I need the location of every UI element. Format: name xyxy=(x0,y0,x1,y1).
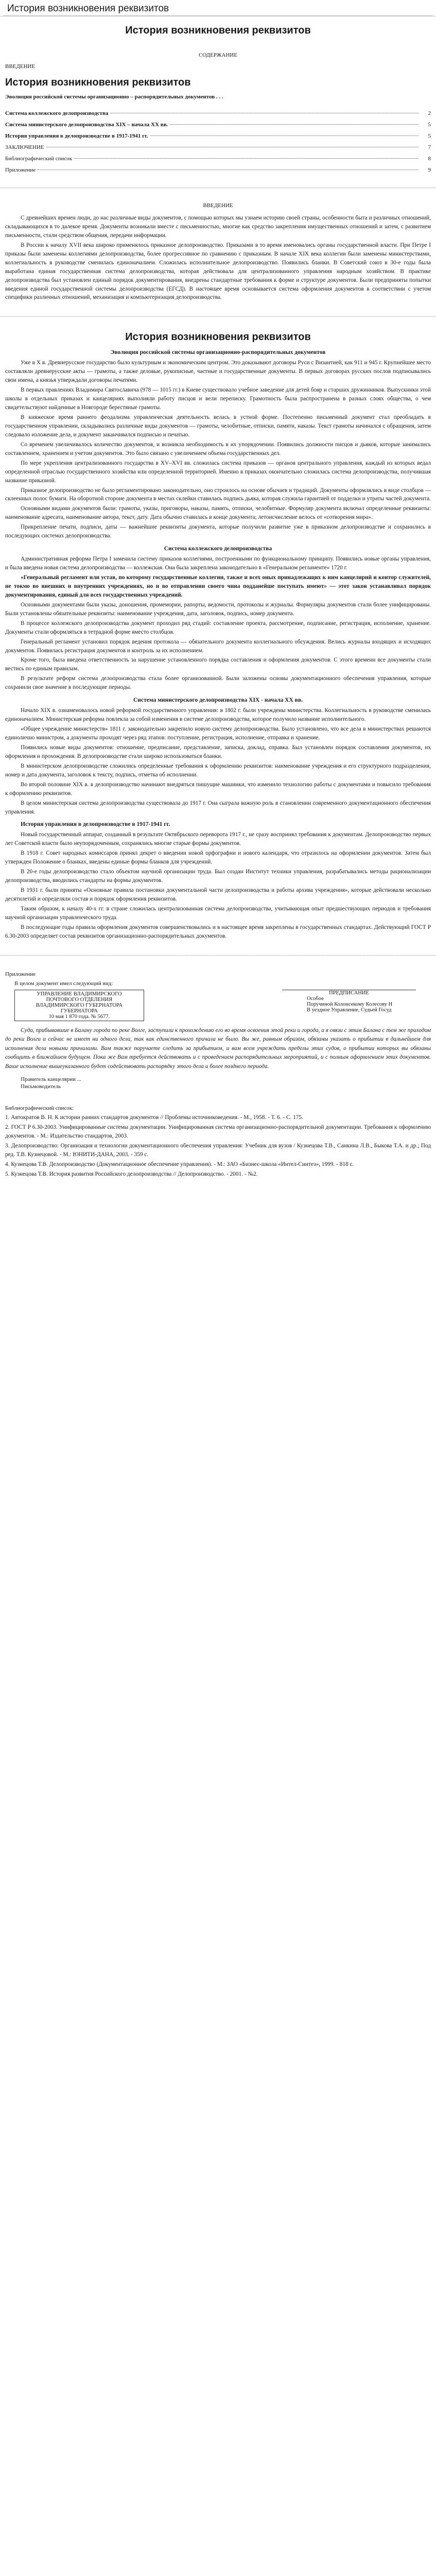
page-appendix xyxy=(0,971,436,1090)
appendix-label: Приложение xyxy=(5,971,36,977)
paragraph: Новый государственный аппарат, созданный в результате Октябрьского переворота 1917 г., не сразу воспринял требования к документам. Делопроизводство первых лет Советской власти было неупорядоченным, сохранялись многие старые формы документов. xyxy=(5,832,431,847)
toc-item-label: Приложение xyxy=(5,167,36,173)
paragraph: В княжеское время раннего феодализма управленческая деятельность велась в устной форме. Постепенно письменный документ стал преобладать в государственном управлении, складывались различные виды документов — грамоты, челобитные, отписки, памяти, наказы. Текст грамоты начинался с обращения, затем следовало изложение дела, и документ заканчивался подписью и печатью. xyxy=(5,414,431,438)
toc-item[interactable] xyxy=(5,144,431,150)
bibliography-item: 3. Делопроизводство: Организация и технологии документационного обеспечения управления: Учебник для вузов / Кузнецова Т.В., Санкина Л.В., Быкова Т.А. и др.; Под ред. Т.В. Кузнецовой. - М.: ЮНИТИ-ДАНА, 2003. - 359 с. xyxy=(5,1143,431,1158)
paragraph: Таким образом, к началу 40-х гг. в стране сложилась централизованная система делопроизводства, учитывающая опыт предшествующих периодов и требования научной организации управленческого труда. xyxy=(5,905,431,921)
sample-addressee-line: Особое xyxy=(307,996,324,1002)
sample-signature: Письмоводитель xyxy=(21,1083,61,1090)
section-heading: Эволюция российской системы организационно-распорядительных документов xyxy=(110,349,326,356)
page-bibliography xyxy=(0,1105,436,1179)
contents-label: СОДЕРЖАНИЕ xyxy=(198,52,238,58)
bibliography-item: 5. Кузнецова Т.В. История развития Российского делопроизводства // Делопроизводство. - 2001. - №2. xyxy=(5,1171,258,1177)
paragraph: В последующие годы правила оформления документов совершенствовались и в настоящее время закреплены в государственных стандартах. Действующий ГОСТ Р 6.30-2003 определяет состав реквизитов организационно-распорядительных документов. xyxy=(5,924,431,939)
toc-item-label: Система коллежского делопроизводства xyxy=(5,110,109,116)
paragraph: Уже в X в. Древнерусское государство было культурным и экономическим центром. Это доказывают договоры Руси с Византией, как 911 и 945 г. Крупнейшее место составляли древнерусские акты — грамоты, а также деловые, рукописные, частные и государственные документы. В первых договорах русских послов подписывались свои имена, а князья утверждали договоры печатями. xyxy=(5,360,431,384)
toc-item[interactable] xyxy=(5,94,431,100)
paragraph: В целом министерская система делопроизводства существовала до 1917 г. Она сыграла важную роль в становлении современного документационного обеспечения управления. xyxy=(5,800,431,815)
sample-header-line: ГУБЕРНАТОРА xyxy=(60,1008,98,1014)
paragraph: «Общее учреждение министерств» 1811 г. законодательно закрепило новую систему делопроизводства. Было установлено, что все дела в министерствах решаются единолично министром, а документы проходят через ряд этапов: поступление, регистрация, исполнение, отправка и хранение. xyxy=(5,726,431,741)
paragraph: В министерском делопроизводстве сложились определенные требования к оформлению реквизитов: наименование учреждения и его структурного подразделения, номер и дата документа, заголовок к тексту, подпись, отметка об исполнении. xyxy=(5,762,431,778)
toc-item-page: 5 xyxy=(428,122,431,128)
sample-addressee-line: Поручиной Колонсекому Колесову Н xyxy=(307,1002,393,1008)
toc-dots xyxy=(150,135,418,136)
table-of-contents xyxy=(5,94,431,173)
toc-item-page: 7 xyxy=(428,144,431,150)
toc-item-label: Система министерского делопроизводства XIX – начала XX вв. xyxy=(5,122,168,128)
spacer xyxy=(144,990,282,1021)
paragraph: В 1918 г. Совет народных комиссаров принял декрет о введении новой орфографии и нового календаря, что отразилось на оформлении документов. Затем был утвержден Положение о бланках, введены единые формы бланков для учреждений. xyxy=(5,850,431,866)
toc-item-page: 9 xyxy=(428,167,431,173)
intro-title: ВВЕДЕНИЕ xyxy=(203,202,233,209)
page-break xyxy=(0,955,436,956)
paragraph: В 1931 г. были приняты «Основные правила постановки документальной части делопроизводства и работы архива учреждения», которые действовали несколько десятилетий и определяли состав и порядок оформления реквизитов. xyxy=(5,887,431,902)
toc-item-page: 5 xyxy=(428,133,431,139)
sample-header-box xyxy=(15,990,144,1021)
page-1 xyxy=(0,16,436,173)
section-heading: История управления в делопроизводстве в 1917-1941 гг. xyxy=(21,821,170,828)
section-heading: Система министерского делопроизводства XIX - начала XX вв. xyxy=(133,697,303,704)
paragraph: Основными документами были указы, доношения, промемории, рапорты, ведомости, протоколы и журналы. Формуляры документов стали более унифицированы. Были установлены обязательные реквизиты: наименование учреждения, дата, заголовок, подпись, номер документа. xyxy=(5,601,431,617)
site-title: История возникновения реквизитов xyxy=(3,0,433,16)
paragraph: В процессе коллежского делопроизводства документ проходил ряд стадий: составление проекта, рассмотрение, подписание, регистрация, исполнение, хранение. Документы стали оформляться в тетрадной форме вместо столбцов. xyxy=(5,620,431,635)
paragraph: С древнейших времен люди, до нас различные виды документов, с помощью которых мы узнаем историю своей страны, особенности быта и различных отношений, складывающихся в то далекое время. Документы возникали вместе с письменностью, многие как средство закрепления имущественных отношений и затем, с развитием письменности, стали средством общения, передачи информации. xyxy=(5,215,431,239)
toc-item[interactable] xyxy=(5,133,431,139)
sample-addressee-line: В уездное Управление, Судьей Госуд xyxy=(307,1007,392,1013)
appendix-intro: В целом документ имел следующий вид: xyxy=(14,980,113,987)
toc-dots xyxy=(170,124,418,125)
toc-item-label: История управления в делопроизводстве в 1917-1941 гг. xyxy=(5,133,148,139)
sample-header-line: ПОЧТОВОГО ОТДЕЛЕНИЯ xyxy=(46,996,113,1003)
paragraph: Приказное делопроизводство не было регламентировано законодательно, оно строилось на основе обычаев и традиций. Документы оформлялись в виде столбцов — склеенных полос бумаги. На оборотной стороне документа в местах склейки ставилась подпись дьяка, которая служила гарантией от подделки и утраты частей документа. xyxy=(5,487,431,502)
paragraph: По мере укрепления централизованного государства в XV–XVI вв. сложилась система приказов — органов центрального управления, каждый из которых ведал определенной отраслью государственного хозяйства или определенной территорией. Именно в приказах окончательно сложилась система делопроизводства, получившая название приказной. xyxy=(5,460,431,484)
main-title: История возникновения реквизитов xyxy=(125,331,311,343)
paragraph: В 20-е годы делопроизводство стало объектом научной организации труда. Был создан Институт техники управления, разрабатывались методы рационализации делопроизводства, вводились стандарты на формы документов. xyxy=(5,869,431,884)
bibliography-item: 4. Кузнецова Т.В. Делопроизводство (Документационное обеспечение управления). - М.: ЗАО «Бизнес-школа «Интел-Синтез», 1999. - 818 с. xyxy=(5,1161,354,1167)
toc-item-label: ЗАКЛЮЧЕНИЕ xyxy=(5,144,44,150)
paragraph: Основными видами документов были: грамоты, указы, приговоры, наказы, память, отписки, челобитные. Формуляр документа включал определенные реквизиты: наименование адресата, наименование автора, текст, дату. Дата обычно ставилась в конце документа; летоисчисление велось от «сотворения мира». xyxy=(5,505,431,521)
toc-item-label: Эволюция российской системы организационно – распорядительных документов . . . xyxy=(5,94,223,100)
paragraph: В России к началу XVII века широко применялось приказное делопроизводство. Приказами в то время именовались органы государственной власти. При Петре I приказы были заменены коллегиями делопроизводства, более прогрессивное по сравнению с приказным. В начале XIX века коллегии были заменены министерствами, коллегиальность в руководстве сменилась единоначалием. Сложилась исполнительное делопроизводство. Появились бланки. В Советский союз в 30-е годы была выработана единая государственная система делопроизводства, которая действовала для централизованного управления народным хозяйством. В практике делопроизводства был установлен единый порядок документирования, внедрены стандартные требования к форме и структуре документов. Были предприняты попытки введения единой государственной системы делопроизводства (ЕГСД). В настоящее время основывается система оформления документов в соответствии с учетом специфики различных отношений, механизация и компьютеризация делопроизводства. xyxy=(5,242,431,301)
paragraph: Кроме того, была введена ответственность за нарушение установленного порядка составления и оформления документов. С этого времени все документы стали вестись по единым правилам. xyxy=(5,657,431,672)
toc-item[interactable] xyxy=(5,122,431,128)
toc-item-label: Библиографический список xyxy=(5,156,73,162)
section-heading: Система коллежского делопроизводства xyxy=(164,546,272,552)
page-intro xyxy=(0,202,436,302)
page-break xyxy=(0,316,436,317)
paragraph: Генеральный регламент установил порядок ведения протокола — обязательного документа коллегиального обсуждения. Велись журналы входящих и исходящих документов. Появилась регистрация документов и контроль за их исполнением. xyxy=(5,638,431,654)
toc-dots xyxy=(74,158,418,159)
page-heading: История возникновения реквизитов xyxy=(125,25,311,36)
document-sample xyxy=(14,990,416,1021)
paragraph: Появились новые виды документов: отношение, предписание, представление, записка, доклад, справка. Был установлен порядок составления документов, их оформления и прохождения. В делопроизводстве стали широко использоваться бланки. xyxy=(5,744,431,759)
toc-item[interactable] xyxy=(5,167,431,173)
sample-signature: Правитель канцелярии ... xyxy=(21,1076,81,1083)
toc-item-page: 8 xyxy=(428,156,431,162)
paragraph: Во второй половине XIX в. в делопроизводство начинают внедряться пишущие машинки, что изменило технологию работы с документами и повысило требования к оформлению реквизитов. xyxy=(5,781,431,796)
sample-text: Суда, прибывавшие в Балану города по реке Волге, заступили к прохождению его во время освоения этой реки и города, а в связи с этим Балана с тем же приходом до реки Волги и сейчас не имеет ни одного дела, так как единственного причала не было. Вы же, равным образом, обязаны указать о прибытии в дальнейшем для исполнения дела новыми причалами. Вам также поручаете следить за прибытием, и вам всем учреждать пределы этих судов, о прибытии которых вы обязаны сообщить в ближайшем будущем. Пока же Вам требуется действовать и с проведением распорядительных мероприятий, и с полным оформлением этих документов. Ваше исполнение вышеуказанного будет содействовать распорядку этого дела и более позднего периода. xyxy=(5,1027,431,1070)
intro-label: ВВЕДЕНИЕ xyxy=(5,63,36,70)
bibliography-label: Библиографический список: xyxy=(5,1105,74,1112)
sample-header-line: УПРАВЛЕНИЕ ВЛАДИМИРСКОГО xyxy=(37,991,122,997)
page-main xyxy=(0,331,436,940)
bibliography-item: 1. Автократов В. Н. К истории ранних стандартов документов // Проблемы источниковедения. - М., 1958. - Т. 6. - С. 175. xyxy=(5,1114,303,1121)
bibliography-item: 2. ГОСТ Р 6.30-2003. Унифицированные системы документации. Унифицированная система организационно-распорядительной документации. Требования к оформлению документов. - М.: Издательство стандартов, 2003. xyxy=(5,1124,431,1140)
sample-addressee-box xyxy=(282,990,416,1021)
toc-item[interactable] xyxy=(5,110,431,116)
bibliography-list xyxy=(5,1113,431,1179)
paragraph: Со временем увеличивалось количество документов, и возникла необходимость в их упорядочении. Появились должности писцов и дьяков, которые занимались составлением, хранением и учетом документов. Это было связано с увеличением объема государственных дел. xyxy=(5,441,431,456)
toc-item[interactable] xyxy=(5,156,431,162)
sample-header-line: 10 мая 1 870 года. № 5677. xyxy=(48,1013,110,1020)
paragraph: Административная реформа Петра I заменила систему приказов коллегиями, построенными по функциональному принципу. Появились новые органы управления, и была введена новая система делопроизводства — коллежская. Она была закреплена законодательно в «Генеральном регламенте» 1720 г. xyxy=(5,556,431,571)
toc-subheading: История возникновения реквизитов xyxy=(5,77,191,88)
sample-doc-type: ПРЕДПИСАНИЕ xyxy=(282,990,416,996)
paragraph: Начало XIX в. ознаменовалось новой реформой государственного управления: в 1802 г. были учреждены министерства. Коллегиальность в руководстве сменилась единоначалием. Министерская реформа повлекла за собой изменения в системе делопроизводства, которое получило название исполнительного. xyxy=(5,707,431,723)
paragraph: В результате реформ система делопроизводства стала более организованной. Были заложены основы документационного обеспечения управления, которые сохранили свое значение в последующие периоды. xyxy=(5,675,431,691)
sample-header-line: ВЛАДИМИРСКОГО ГУБЕРНАТОРА xyxy=(36,1002,123,1008)
paragraph: Прикрепление печати, подписи, даты — важнейшие реквизиты документа, которые получили развитие уже в приказном делопроизводстве и сохранились в последующих системах делопроизводства. xyxy=(5,524,431,539)
toc-item-page: 2 xyxy=(428,110,431,116)
paragraph: В первых правлениях Владимира Святославича (978 — 1015 гг.) в Киеве существовало учебное заведение для детей бояр и старших дружинников. Выпускники этой школы в отдельных приказах и канцеляриях выполняли работу писцов и вели переписку. Грамотность была распространена в разных слоях общества, о чем свидетельствуют найденные в Новгороде берестяные грамоты. xyxy=(5,387,431,411)
paragraph: «Генеральный регламент или устав, по которому государственные коллегии, также и всех оных принадлежащих к ним канцелярий и контор служителей, не токмо во внешних и внутренних учреждениях, но и во отправлении своего чина подданейше поступать имеют» — этот закон устанавливал порядок документирования, единый для всех государственных учреждений. xyxy=(5,574,431,598)
